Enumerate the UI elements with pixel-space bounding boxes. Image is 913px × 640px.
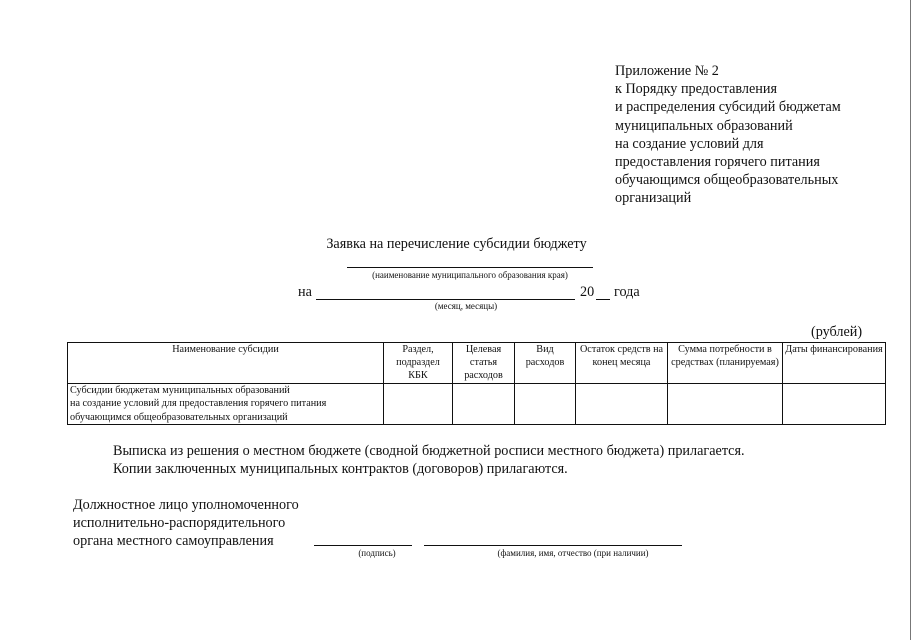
subsidy-table — [67, 342, 886, 425]
page-edge — [910, 0, 911, 640]
annex-line: к Порядку предоставления — [615, 81, 777, 98]
header-subsidy-name: Наименование субсидии — [68, 343, 384, 384]
year-prefix: 20 — [580, 284, 595, 300]
cell-section[interactable] — [384, 384, 453, 425]
header-financing-dates: Даты финансирования — [783, 343, 886, 384]
official-line: исполнительно-распорядительного — [73, 515, 286, 532]
municipality-blank-line — [347, 267, 593, 268]
official-line: органа местного самоуправления — [73, 533, 274, 550]
table-row — [68, 384, 886, 425]
annex-line: обучающимся общеобразовательных — [615, 172, 839, 189]
header-section: Раздел, подраздел КБК — [384, 343, 453, 384]
annex-line: и распределения субсидий бюджетам — [615, 99, 841, 116]
header-expense-type: Вид расходов — [515, 343, 576, 384]
annex-line: предоставления горячего питания — [615, 154, 820, 171]
signature-blank-line — [314, 545, 412, 546]
annex-line: муниципальных образований — [615, 117, 793, 134]
month-blank-line — [316, 299, 575, 300]
cell-balance[interactable] — [576, 384, 668, 425]
subsidy-name-line: на создание условий для предоставления горячего питания — [70, 398, 327, 410]
cell-expense-type[interactable] — [515, 384, 576, 425]
official-line: Должностное лицо уполномоченного — [73, 497, 299, 513]
year-suffix: года — [614, 284, 640, 300]
header-amount-needed: Сумма потребности в средствах (планируемая) — [668, 343, 783, 384]
cell-target-article[interactable] — [453, 384, 515, 425]
cell-amount-needed[interactable] — [668, 384, 783, 425]
month-caption: (месяц, месяцы) — [434, 301, 498, 311]
table-header-row — [68, 343, 886, 384]
contracts-note: Копии заключенных муниципальных контрактов (договоров) прилагаются. — [113, 461, 568, 477]
subsidy-name-line: Субсидии бюджетам муниципальных образований — [70, 385, 290, 396]
official-block — [73, 496, 299, 551]
annex-block — [615, 62, 841, 208]
subsidy-name-line: обучающимся общеобразовательных организаций — [70, 411, 288, 423]
period-prefix: на — [298, 284, 312, 300]
year-blank-line — [596, 299, 610, 300]
annex-line: Приложение № 2 — [615, 63, 719, 79]
full-name-blank-line — [424, 545, 682, 546]
header-balance: Остаток средств на конец месяца — [576, 343, 668, 384]
annex-line: организаций — [615, 190, 692, 207]
extract-note: Выписка из решения о местном бюджете (сводной бюджетной росписи местного бюджета) прилагается. — [113, 443, 745, 459]
units-label: (рублей) — [811, 324, 863, 340]
header-target-article: Целевая статья расходов — [453, 343, 515, 384]
signature-caption: (подпись) — [358, 548, 396, 558]
form-title: Заявка на перечисление субсидии бюджету — [326, 236, 587, 252]
full-name-caption: (фамилия, имя, отчество (при наличии) — [497, 548, 649, 558]
cell-subsidy-name — [68, 384, 384, 425]
annex-line: на создание условий для — [615, 135, 764, 152]
cell-financing-dates[interactable] — [783, 384, 886, 425]
municipality-caption: (наименование муниципального образования края) — [372, 270, 568, 280]
